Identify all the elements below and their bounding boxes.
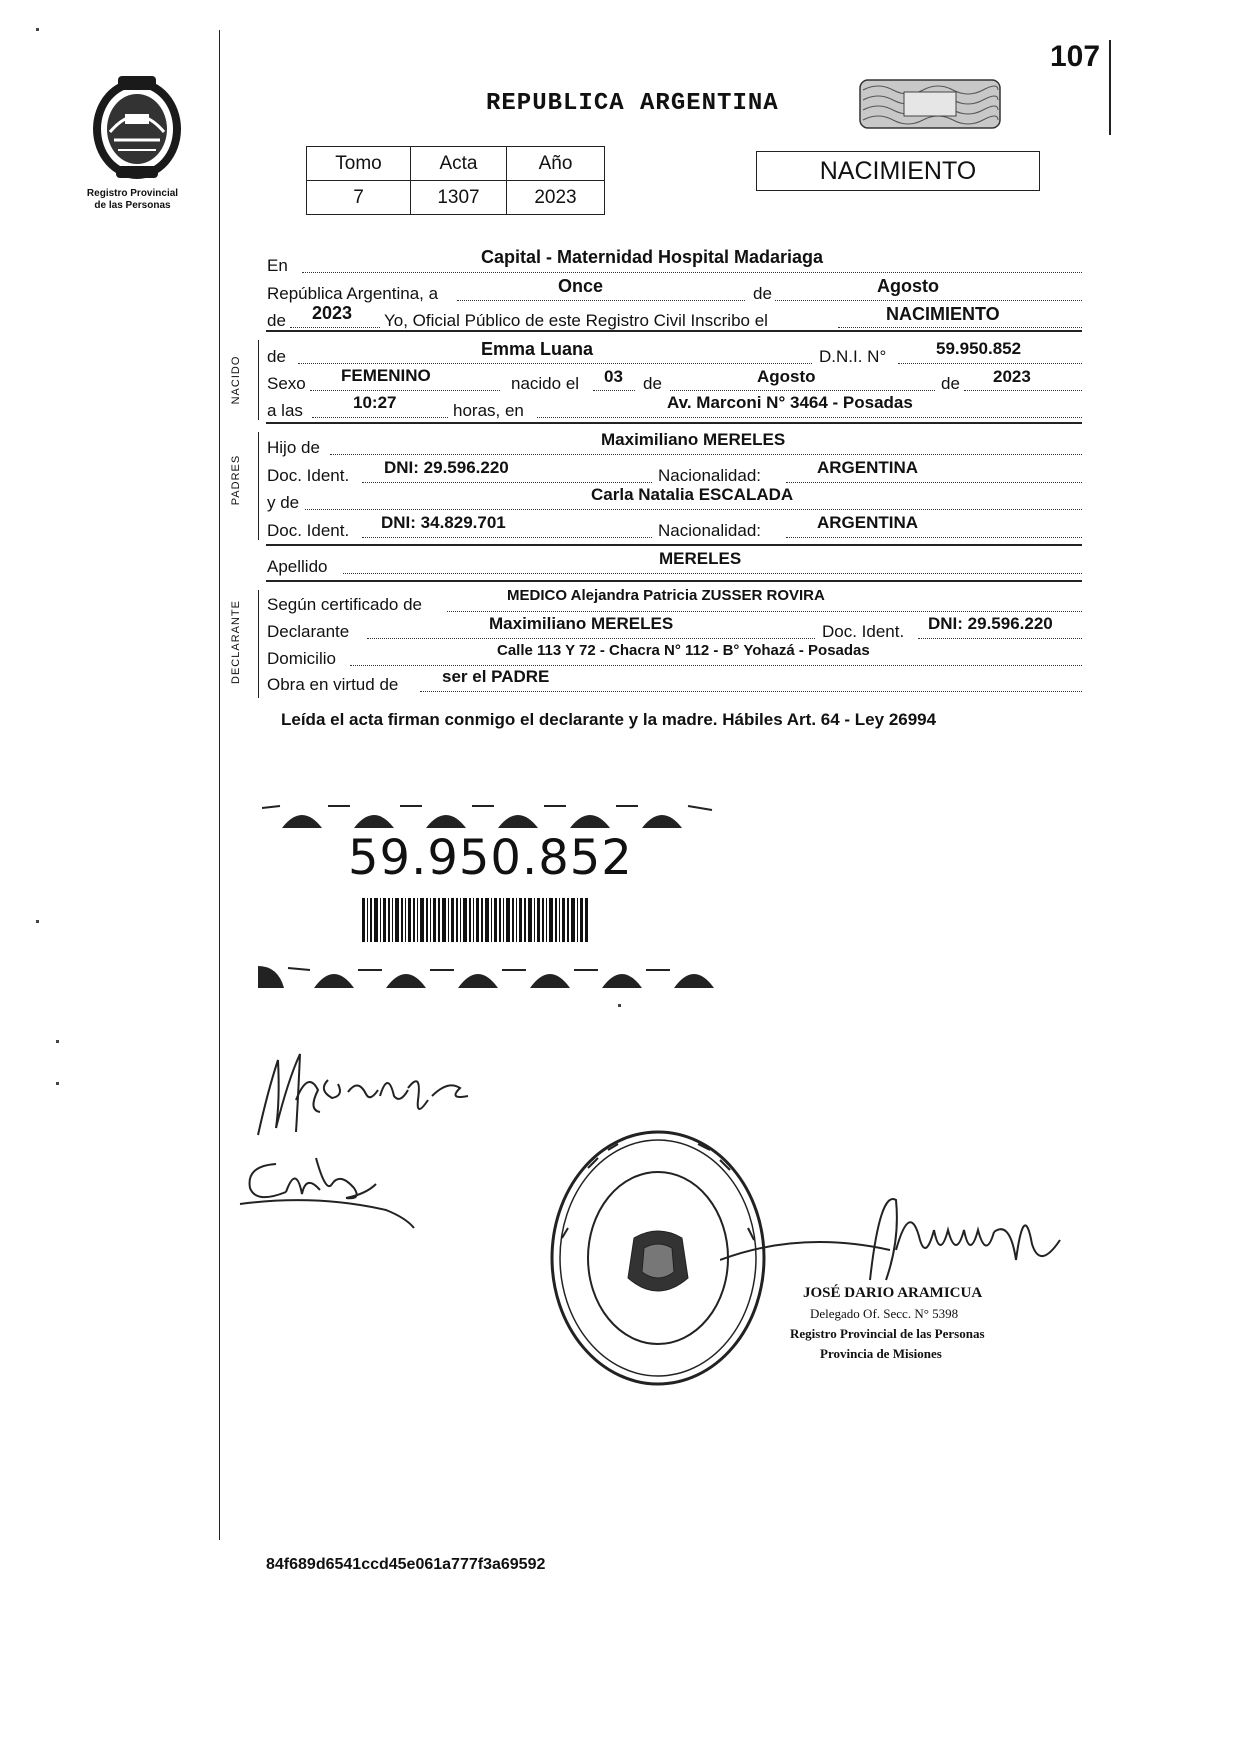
margin-dot xyxy=(56,1082,59,1085)
nacido-bracket xyxy=(258,340,259,420)
label-doc-ident: Doc. Ident. xyxy=(267,466,350,485)
birth-day-value: 03 xyxy=(604,367,623,386)
official-signature-icon xyxy=(720,1180,1080,1290)
dni-sticker-number: 59.950.852 xyxy=(348,830,633,886)
right-margin-rule xyxy=(1109,40,1111,135)
side-label-declarante: DECLARANTE xyxy=(230,600,242,684)
label-nacionalidad: Nacionalidad: xyxy=(658,466,762,485)
declarante-bracket xyxy=(258,590,259,698)
label-nacionalidad: Nacionalidad: xyxy=(658,521,762,540)
barcode-icon xyxy=(362,898,588,942)
document-hash: 84f689d6541ccd45e061a777f3a69592 xyxy=(266,1556,546,1573)
registry-header-tomo: Tomo xyxy=(307,147,411,181)
registry-header-acta: Acta xyxy=(411,147,507,181)
official-province: Provincia de Misiones xyxy=(820,1346,942,1361)
reading-statement: Leída el acta firman conmigo el declarante y la madre. Hábiles Art. 64 - Ley 26994 xyxy=(281,710,937,729)
mother-signature-icon xyxy=(236,1144,446,1234)
registry-header-ano: Año xyxy=(507,147,605,181)
birth-time-value: 10:27 xyxy=(353,393,397,412)
place-value: Capital - Maternidad Hospital Madariaga xyxy=(481,247,824,267)
label-doc-ident: Doc. Ident. xyxy=(822,622,905,641)
security-emblem-icon xyxy=(858,78,1002,130)
declarant-signature-icon xyxy=(248,1040,488,1140)
birth-year-value: 2023 xyxy=(993,367,1031,386)
padres-bracket xyxy=(258,432,259,540)
certificate-value: MEDICO Alejandra Patricia ZUSSER ROVIRA xyxy=(507,587,825,604)
label-de: de xyxy=(643,374,662,393)
margin-dot xyxy=(36,28,39,31)
section-rule xyxy=(266,544,1082,546)
registry-value-acta: 1307 xyxy=(411,181,507,215)
registro-provincial-logo-icon xyxy=(88,72,186,182)
official-role: Delegado Of. Secc. N° 5398 xyxy=(810,1306,959,1321)
side-label-nacido: NACIDO xyxy=(230,355,242,405)
mother-nationality-value: ARGENTINA xyxy=(817,513,919,532)
label-nacido-el: nacido el xyxy=(511,374,580,393)
label-horas-en: horas, en xyxy=(453,401,524,420)
label-sexo: Sexo xyxy=(267,374,306,393)
label-de: de xyxy=(753,284,772,303)
declarant-doc-value: DNI: 29.596.220 xyxy=(928,614,1053,633)
registry-value-tomo: 7 xyxy=(307,181,411,215)
surname-value: MERELES xyxy=(659,549,742,568)
label-domicilio: Domicilio xyxy=(267,649,336,668)
address-value: Calle 113 Y 72 - Chacra N° 112 - B° Yohazá - Posadas xyxy=(497,642,870,659)
label-apellido: Apellido xyxy=(267,557,328,576)
label-en: En xyxy=(267,256,288,275)
margin-dot xyxy=(36,920,39,923)
label-yo-oficial: Yo, Oficial Público de este Registro Civil Inscribo el xyxy=(384,311,768,330)
father-name-value: Maximiliano MERELES xyxy=(601,430,786,449)
decorative-border-top-icon xyxy=(262,800,714,830)
declarant-value: Maximiliano MERELES xyxy=(489,614,674,633)
birth-month-value: Agosto xyxy=(757,367,816,386)
label-republica: República Argentina, a xyxy=(267,284,439,303)
capacity-value: ser el PADRE xyxy=(442,667,550,686)
label-dni: D.N.I. N° xyxy=(819,347,887,366)
label-obra-en-virtud: Obra en virtud de xyxy=(267,675,399,694)
section-rule xyxy=(266,422,1082,424)
year-written-value: 2023 xyxy=(312,303,353,323)
section-rule xyxy=(266,330,1082,332)
label-de: de xyxy=(267,347,286,366)
page-number: 107 xyxy=(1050,40,1101,73)
child-dni-value: 59.950.852 xyxy=(936,339,1022,358)
event-value: NACIMIENTO xyxy=(886,304,1000,324)
label-segun-certificado: Según certificado de xyxy=(267,595,422,614)
label-de: de xyxy=(267,311,286,330)
birth-place-value: Av. Marconi N° 3464 - Posadas xyxy=(667,393,913,412)
margin-dot xyxy=(56,1040,59,1043)
section-rule xyxy=(266,580,1082,582)
label-a-las: a las xyxy=(267,401,303,420)
margin-dot xyxy=(618,1004,621,1007)
logo-caption: Registro Provincial de las Personas xyxy=(86,188,179,211)
label-doc-ident: Doc. Ident. xyxy=(267,521,350,540)
child-name-value: Emma Luana xyxy=(481,339,594,359)
left-margin-rule xyxy=(219,30,220,1540)
official-organization: Registro Provincial de las Personas xyxy=(790,1326,985,1341)
label-declarante: Declarante xyxy=(267,622,350,641)
sex-value: FEMENINO xyxy=(341,366,431,385)
mother-name-value: Carla Natalia ESCALADA xyxy=(591,485,794,504)
father-doc-value: DNI: 29.596.220 xyxy=(384,458,509,477)
side-label-padres: PADRES xyxy=(230,454,242,506)
month-written-value: Agosto xyxy=(877,276,939,296)
decorative-border-bottom-icon xyxy=(258,956,714,990)
father-nationality-value: ARGENTINA xyxy=(817,458,919,477)
mother-doc-value: DNI: 34.829.701 xyxy=(381,513,506,532)
country-heading: REPUBLICA ARGENTINA xyxy=(486,90,779,117)
registry-table xyxy=(306,146,605,215)
label-y-de: y de xyxy=(267,493,300,512)
official-name: JOSÉ DARIO ARAMICUA xyxy=(803,1285,983,1301)
day-written-value: Once xyxy=(558,276,604,296)
label-de: de xyxy=(941,374,960,393)
record-type-box: NACIMIENTO xyxy=(756,151,1040,191)
registry-value-ano: 2023 xyxy=(507,181,605,215)
label-hijo-de: Hijo de xyxy=(267,438,320,457)
